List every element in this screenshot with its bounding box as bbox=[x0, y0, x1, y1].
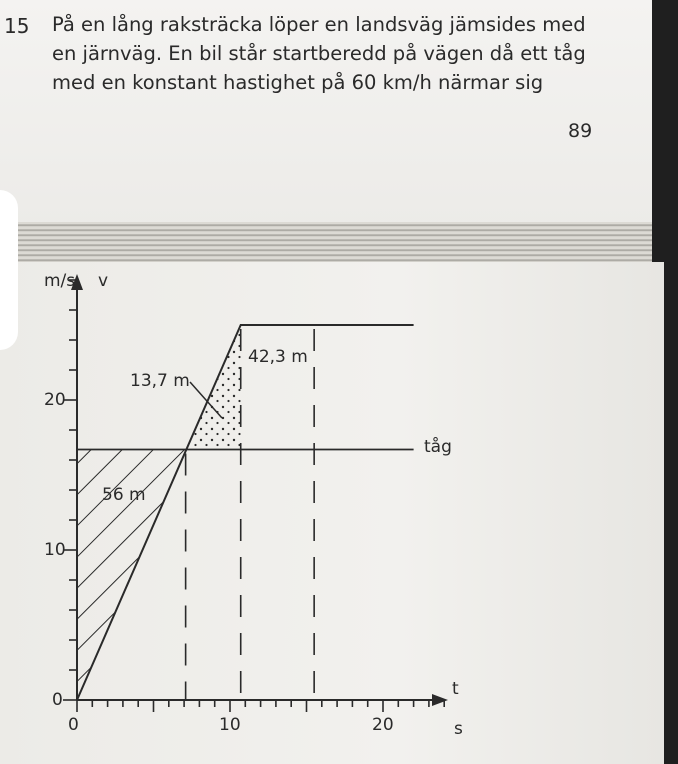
x-tick-label-20: 20 bbox=[372, 715, 394, 735]
y-tick-label-10: 10 bbox=[44, 540, 66, 560]
train-label: tåg bbox=[424, 437, 452, 457]
x-tick-label-0: 0 bbox=[68, 715, 79, 735]
problem-text-line: en järnväg. En bil står startberedd på vägen då ett tåg bbox=[52, 42, 586, 65]
dotted-area-label: 13,7 m bbox=[130, 371, 190, 391]
problem-text-line: med en konstant hastighet på 60 km/h närmar sig bbox=[52, 71, 544, 94]
y-axis-unit: m/s bbox=[44, 271, 76, 291]
x-axis-arrow bbox=[432, 694, 448, 706]
y-tick-label-20: 20 bbox=[44, 390, 66, 410]
page-number: 89 bbox=[568, 120, 593, 142]
problem-number: 15 bbox=[4, 14, 30, 38]
right-area-label: 42,3 m bbox=[248, 347, 308, 367]
hatched-area-label: 56 m bbox=[102, 485, 146, 505]
x-axis-unit: s bbox=[454, 719, 463, 739]
y-tick-label-0: 0 bbox=[52, 690, 63, 710]
x-tick-label-10: 10 bbox=[219, 715, 241, 735]
problem-text-line: På en lång raksträcka löper en landsväg jämsides med bbox=[52, 13, 586, 36]
x-axis-symbol: t bbox=[452, 679, 459, 699]
problem-text bbox=[52, 10, 612, 97]
velocity-time-graph bbox=[0, 260, 678, 764]
y-axis-symbol: v bbox=[98, 271, 109, 291]
